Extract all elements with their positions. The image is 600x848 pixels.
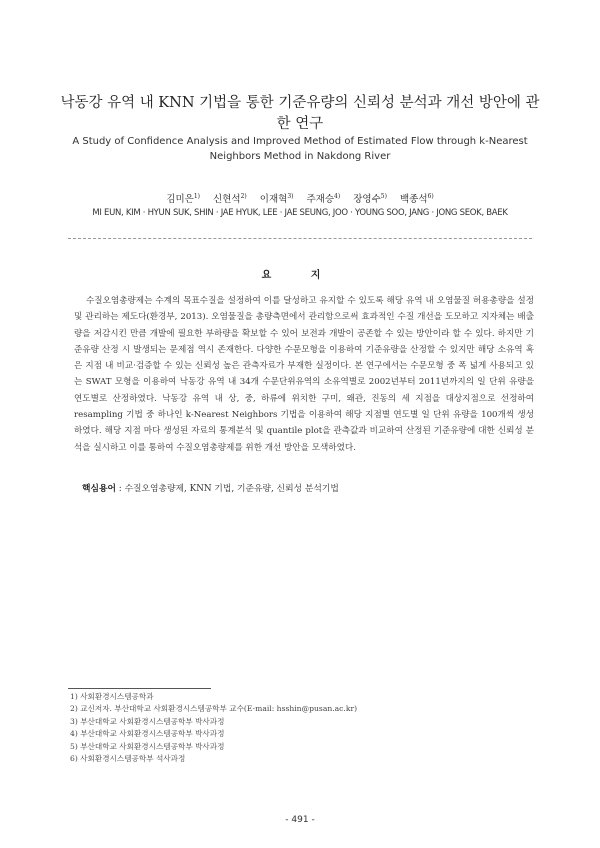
footnote: 1) 사회환경시스템공학과 <box>70 692 154 701</box>
footnote: 3) 부산대학교 사회환경시스템공학부 박사과정 <box>70 716 225 726</box>
footnote-list <box>70 691 530 765</box>
author-name: 신현석$^{2)}$ <box>213 192 247 205</box>
author-list-english: MI EUN, KIM · HYUN SUK, SHIN · JAE HYUK, LEE · JAE SEUNG, JOO · YOUNG SOO, JANG · JONG SEOK, BAEK <box>92 208 508 218</box>
keywords-label: 핵심용어 <box>82 484 116 494</box>
author-name: 장영수$^{5)}$ <box>353 192 387 205</box>
footnote-divider <box>68 688 211 689</box>
page-number: - 491 - <box>285 815 315 825</box>
title-korean: 낙동강 유역 내 KNN 기법을 통한 기준유량의 신뢰성 분석과 개선 방안에 관한 연구 <box>60 95 540 132</box>
author-name: 백종석$^{6)}$ <box>399 192 434 205</box>
keywords-separator: : <box>116 484 125 494</box>
footnote: 6) 사회환경시스템공학부 석사과정 <box>70 754 186 764</box>
footnote: 2) 교신저자. 부산대학교 사회환경시스템공학부 교수(E-mail: hsshin@pusan.ac.kr) <box>70 704 358 714</box>
author-list-korean <box>60 191 540 205</box>
title-english: A Study of Confidence Analysis and Improved Method of Estimated Flow through k-Nearest Neighbors Method in Nakdong River <box>72 136 528 162</box>
keywords-text: 수질오염총량제, KNN 기법, 기준유량, 신뢰성 분석기법 <box>124 484 339 494</box>
footnote: 5) 부산대학교 사회환경시스템공학부 박사과정 <box>70 741 225 751</box>
abstract-heading: 요 지 <box>261 270 339 281</box>
keywords-line <box>82 481 532 494</box>
author-name: 주재승$^{4)}$ <box>306 192 341 205</box>
footnote: 4) 부산대학교 사회환경시스템공학부 박사과정 <box>70 729 225 739</box>
section-divider <box>68 238 532 239</box>
abstract-body: 수질오염총량제는 수계의 목표수질을 설정하여 이를 달성하고 유지할 수 있도록 해당 유역 내 오염물질 허용총량을 설정 및 관리하는 제도다(환경부, 2013). 오염물질을 총량측면에서 관리함으로써 효과적인 수질 개선을 도모하고 지자체는 배출량을 저감시킨 만큼 개발에 필요한 부하량을 확보할 수 있어 보전과 개발이 공존할 수 있는 방안이라 할 수 있다. 하지만 기준유량 산정 시 발생되는 문제점 역시 존재한다. 다양한 수문모형을 이용하여 기준유량을 산정할 수 있지만 해당 소유역 혹은 지점 내 비교·검증할 수 있는 신뢰성 높은 관측자료가 부재한 실정이다. 본 연구에서는 수문모형 중 폭 넓게 사용되고 있는 SWAT 모형을 이용하여 낙동강 유역 내 34개 수문단위유역의 소유역별로 2002년부터 2011년까지의 일 단위 유량을 연도별로 산정하였다. 낙동강 유역 내 상, 중, 하류에 위치한 구미, 왜관, 진동의 세 지점을 대상지점으로 선정하여 resampling 기법 중 하나인 k-Nearest Neighbors 기법을 이용하여 해당 지점별 연도별 일 단위 유량을 100개씩 생성하였다. 해당 지점 마다 생성된 자료의 통계분석 및 quantile plot을 관측값과 비교하여 산정된 기준유량에 대한 신뢰성 분석을 실시하고 이를 통하여 수질오염총량제를 위한 개선 방안을 모색하였다. <box>74 296 534 453</box>
author-name: 이재혁$^{3)}$ <box>259 192 294 205</box>
author-name: 김미은$^{1)}$ <box>166 192 201 205</box>
